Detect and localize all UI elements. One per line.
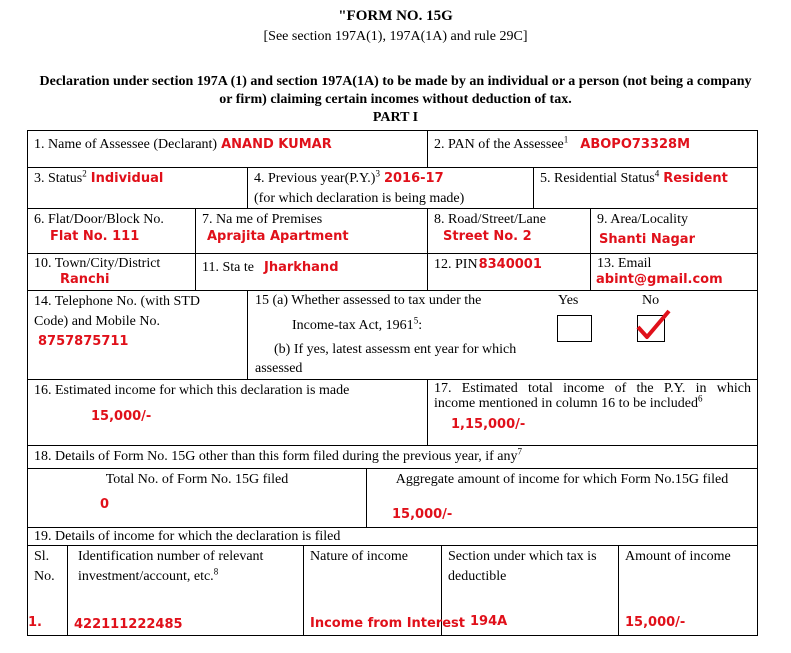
label: Sl. No.: [34, 549, 55, 584]
field-name: [27, 130, 428, 168]
label: 15 (a) Whether assessed to tax under the: [255, 293, 482, 308]
label: 19. Details of income for which the declaration is filed: [34, 529, 341, 544]
label: 14. Telephone No. (with STD: [34, 294, 200, 309]
field-previous-year: [247, 167, 534, 209]
field-total-forms: [27, 468, 367, 528]
field-total-income: [427, 379, 758, 446]
field-other-forms: [27, 445, 758, 469]
label: Nature of income: [310, 549, 408, 564]
total-forms-value[interactable]: 0: [100, 497, 110, 512]
label: Identification number of relevant investment/account, etc.: [78, 549, 264, 584]
total-income-value[interactable]: 1,15,000/-: [451, 417, 526, 432]
label: 2. PAN of the Assessee: [434, 137, 564, 152]
header-section: [441, 545, 619, 636]
sup: 3: [375, 168, 380, 179]
label: Aggregate amount of income for which Form No.15G filed: [395, 472, 729, 487]
label: (b) If yes, latest assessm ent year for which: [274, 342, 517, 357]
label: 4. Previous year(P.Y.): [254, 171, 376, 186]
label: 6. Flat/Door/Block No.: [34, 212, 164, 227]
email-value[interactable]: abint@gmail.com: [596, 272, 723, 287]
status-value[interactable]: Individual: [90, 171, 164, 186]
sup: 5: [413, 315, 419, 326]
name-value[interactable]: ANAND KUMAR: [221, 137, 332, 152]
label: Section under which tax is deductible: [448, 549, 597, 584]
label: 5. Residential Status: [540, 171, 655, 186]
field-estimated-income: [27, 379, 428, 446]
field-pin: [427, 253, 591, 291]
label: 3. Status: [34, 171, 83, 186]
sup: 4: [654, 168, 660, 179]
form-subtitle: [See section 197A(1), 197A(1A) and rule 29C]: [263, 29, 528, 44]
label: [292, 315, 423, 334]
label: income mentioned in column 16 to be included: [434, 396, 698, 411]
sup: 8: [213, 566, 219, 577]
state-value[interactable]: Jharkhand: [263, 260, 339, 275]
yes-label: Yes: [558, 293, 579, 308]
pin-value[interactable]: 8340001: [478, 257, 542, 272]
row-identification[interactable]: 422111222485: [74, 617, 183, 632]
label: 17. Estimated total income of the P.Y. in which: [434, 381, 751, 396]
declaration-text: Declaration under section 197A (1) and section 197A(1A) to be made by an individual or a person (not being a company or firm) claiming certain incomes without deduction of tax.: [39, 74, 752, 107]
part-heading: PART I: [372, 110, 419, 125]
label: Amount of income: [625, 549, 731, 564]
label: 8. Road/Street/Lane: [434, 212, 546, 227]
row-sl-no[interactable]: 1.: [28, 615, 42, 630]
premises-value[interactable]: Aprajita Apartment: [207, 229, 349, 244]
previous-year-value[interactable]: 2016-17: [383, 171, 444, 186]
telephone-value[interactable]: 8757875711: [38, 334, 129, 349]
label: 1. Name of Assessee (Declarant): [34, 137, 218, 152]
checkmark-icon: [635, 308, 675, 342]
yes-checkbox[interactable]: [557, 315, 592, 342]
label: 13. Email: [597, 256, 652, 271]
row-amount[interactable]: 15,000/-: [625, 615, 686, 630]
label: Income-tax Act, 1961: [292, 318, 414, 333]
label: assessed: [255, 361, 303, 376]
area-value[interactable]: Shanti Nagar: [599, 232, 695, 247]
flat-value[interactable]: Flat No. 111: [50, 229, 140, 244]
town-value[interactable]: Ranchi: [60, 272, 110, 287]
note: (for which declaration is being made): [254, 191, 465, 206]
field-town: [27, 253, 196, 291]
field-status: [27, 167, 248, 209]
form-title: "FORM NO. 15G: [338, 8, 453, 24]
aggregate-amount-value[interactable]: 15,000/-: [392, 507, 453, 522]
sup: 7: [517, 446, 523, 457]
field-state: [195, 253, 428, 291]
label: [434, 393, 703, 412]
road-value[interactable]: Street No. 2: [443, 229, 532, 244]
label: Total No. of Form No. 15G filed: [105, 472, 289, 487]
label: 9. Area/Locality: [597, 212, 688, 227]
label: 11. Sta te: [202, 260, 254, 275]
label: 10. Town/City/District: [34, 256, 161, 271]
sup: 6: [698, 393, 703, 404]
label: 12. PIN: [434, 257, 478, 272]
residential-status-value[interactable]: Resident: [663, 171, 728, 186]
field-pan: [427, 130, 758, 168]
no-checkbox[interactable]: [637, 315, 665, 342]
estimated-income-value[interactable]: 15,000/-: [91, 409, 152, 424]
label: 7. Na me of Premises: [202, 212, 323, 227]
row-nature[interactable]: Income from Interest: [310, 616, 465, 631]
label: :: [418, 318, 423, 333]
pan-value[interactable]: ABOPO73328M: [580, 137, 691, 152]
field-residential-status: [533, 167, 758, 209]
sup: 2: [82, 168, 87, 179]
sup: 1: [563, 134, 569, 145]
row-section[interactable]: 194A: [470, 614, 508, 629]
field-income-details: [27, 527, 758, 546]
label: 16. Estimated income for which this declaration is made: [34, 383, 350, 398]
no-label: No: [642, 293, 660, 308]
label: Code) and Mobile No.: [34, 314, 160, 329]
label: 18. Details of Form No. 15G other than this form filed during the previous year, if any: [34, 449, 518, 464]
